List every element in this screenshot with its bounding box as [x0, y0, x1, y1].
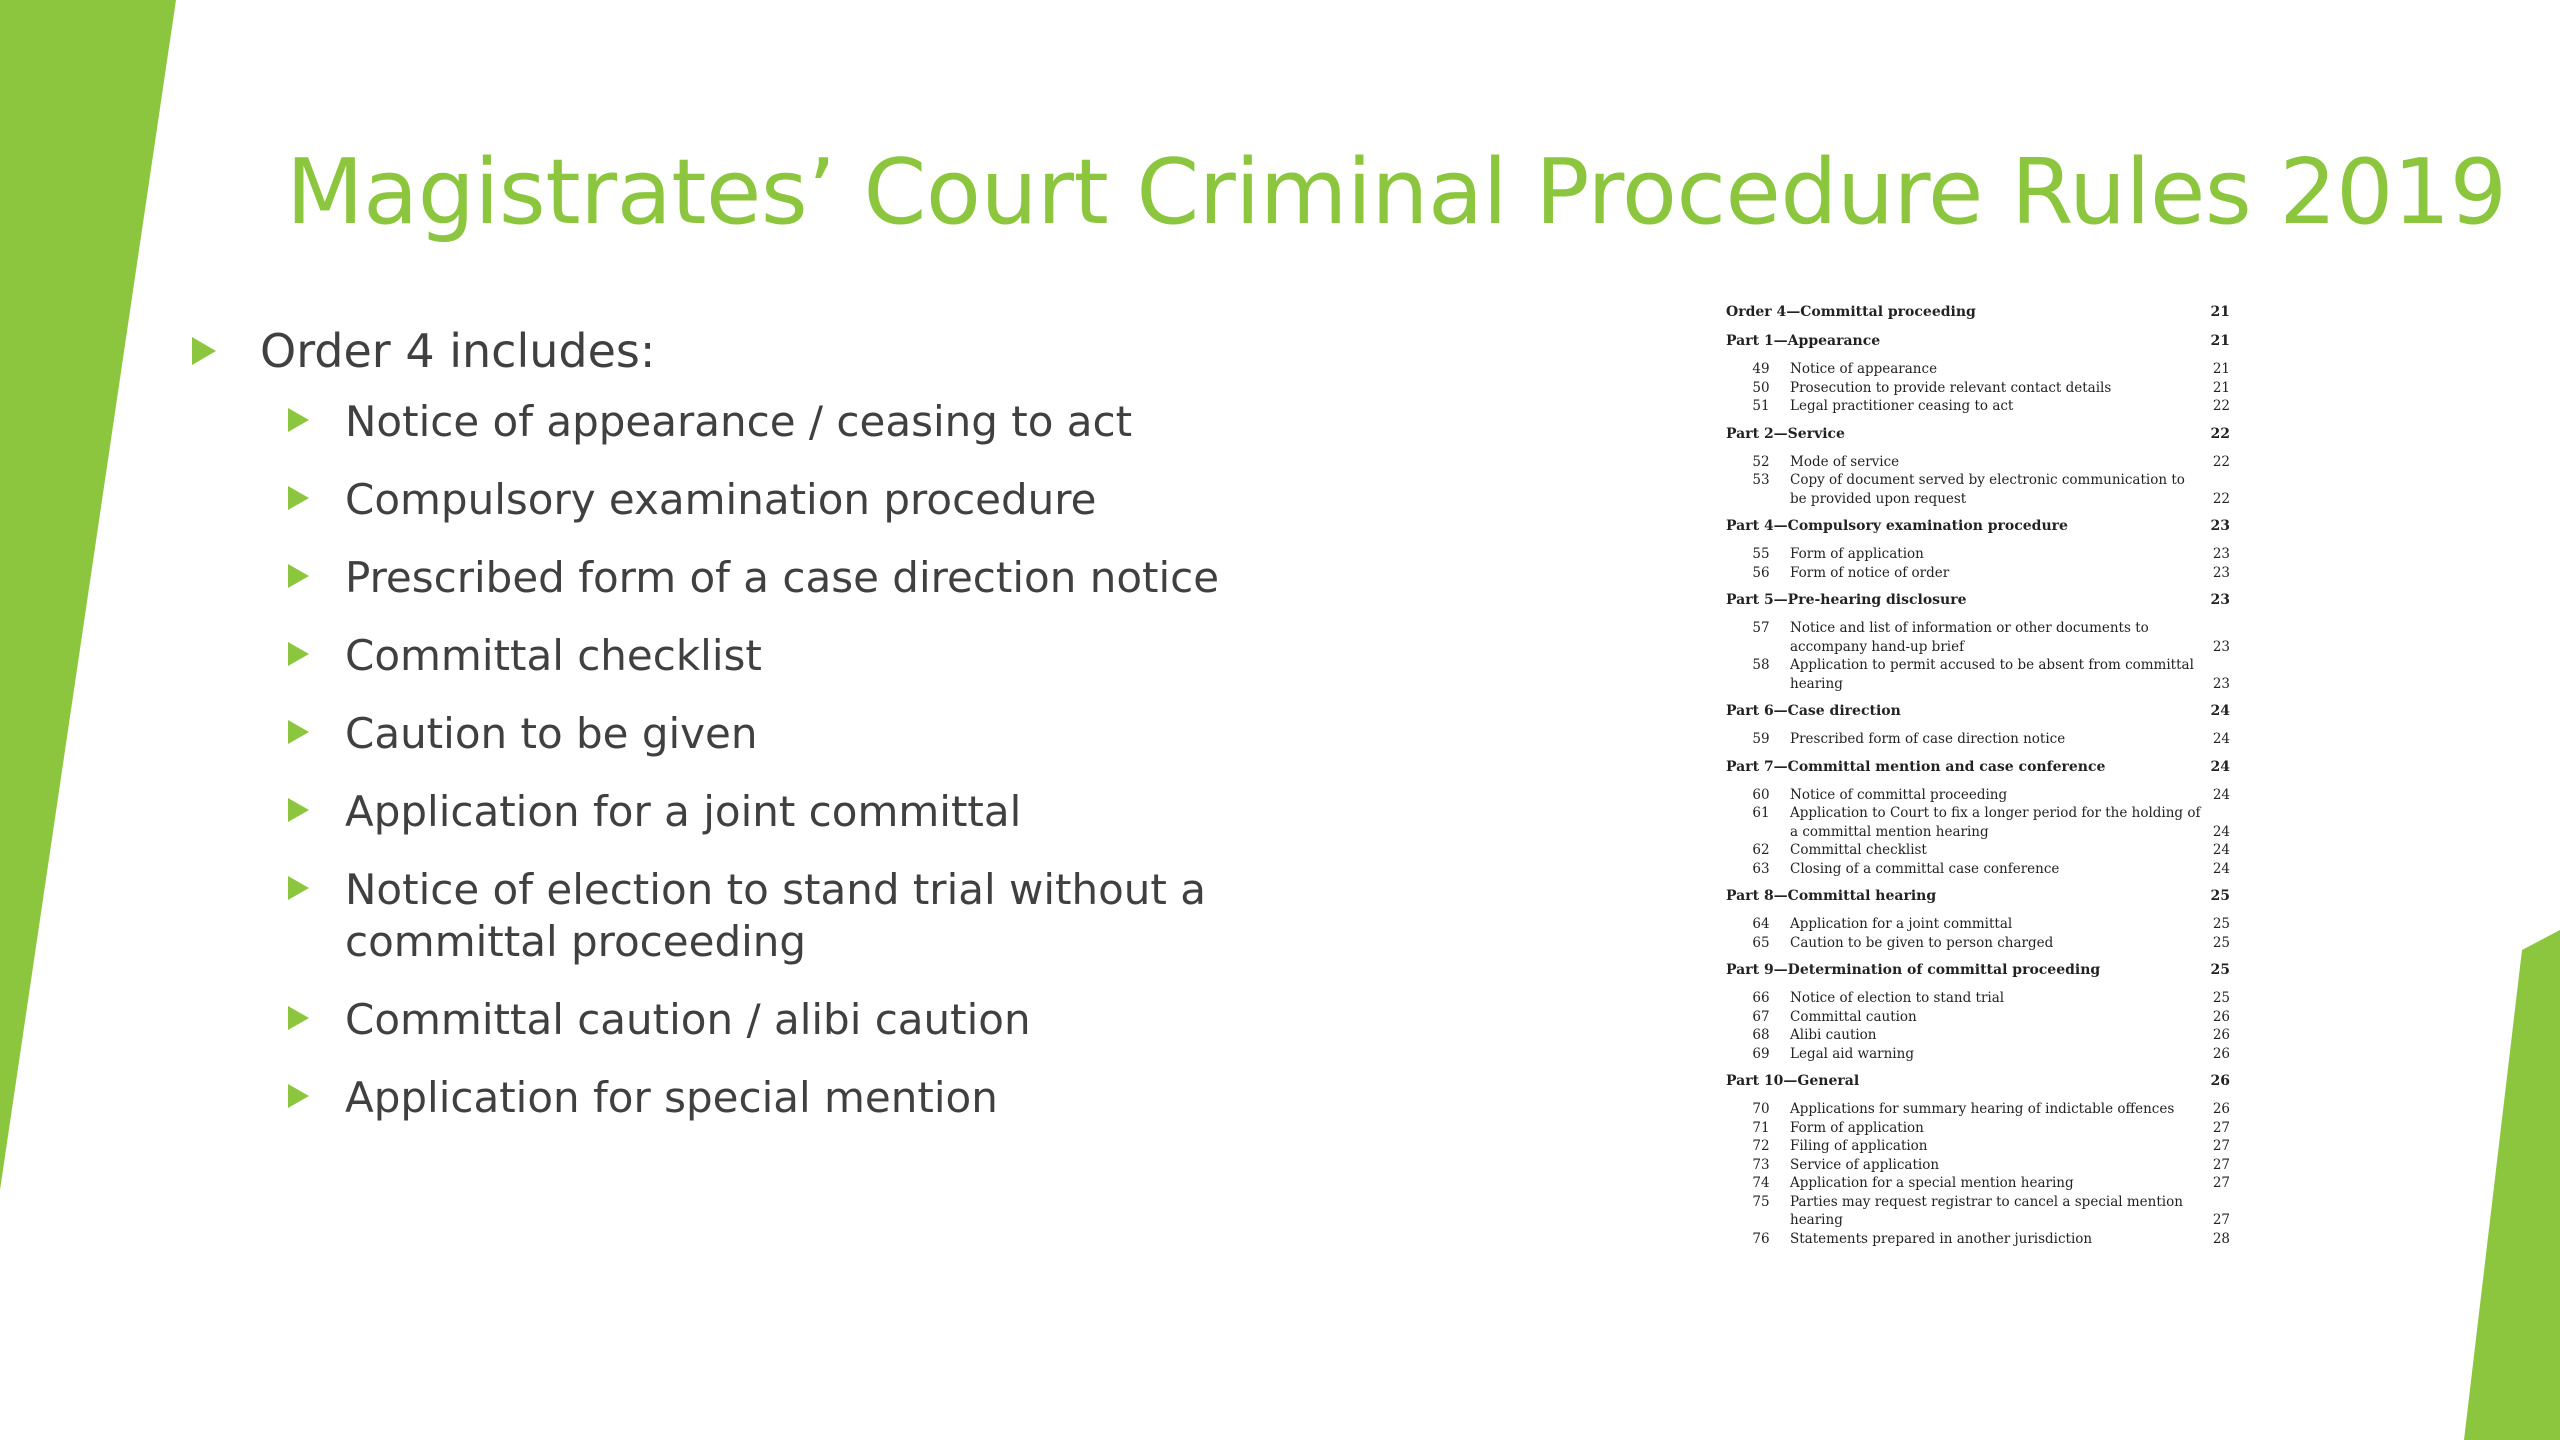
toc-entry-number: 57 — [1752, 620, 1770, 636]
toc-page-number: 23 — [2212, 546, 2230, 562]
bullet-item — [190, 474, 1490, 526]
toc-entry — [1726, 934, 2230, 953]
toc-entry-text: Application for a joint committal — [1790, 916, 2013, 932]
toc-page-number: 24 — [2210, 758, 2230, 775]
toc-entry-number: 69 — [1752, 1045, 1770, 1062]
bullet-triangle-icon — [288, 876, 309, 900]
bullet-item — [190, 630, 1490, 682]
toc-entry — [1726, 564, 2230, 583]
bullet-text: Notice of election to stand trial without a committal proceeding — [345, 865, 1206, 966]
bullet-triangle-icon — [192, 337, 216, 365]
bullet-triangle-icon — [288, 486, 309, 510]
toc-entry-number: 68 — [1752, 1027, 1770, 1043]
toc-page-number: 23 — [2210, 592, 2230, 608]
bullet-level1 — [190, 318, 1490, 384]
toc-heading-text: Part 6—Case direction — [1726, 703, 1901, 719]
toc-heading-text: Part 4—Compulsory examination procedure — [1726, 518, 2068, 534]
bullet-text: Notice of appearance / ceasing to act — [345, 397, 1133, 446]
toc-entry — [1726, 1008, 2230, 1027]
toc-entry — [1726, 360, 2230, 379]
bullet-triangle-icon — [288, 642, 309, 666]
toc-entry-text: Legal aid warning — [1790, 1045, 1914, 1062]
toc-entry — [1726, 1193, 2230, 1230]
toc-entry-text: Application to permit accused to be absent from committal hearing — [1790, 657, 2194, 692]
toc-entry — [1726, 471, 2230, 508]
toc-entry-text: Legal practitioner ceasing to act — [1790, 398, 2014, 414]
toc-page-number: 25 — [2212, 934, 2230, 951]
toc-entry-text: Application to Court to fix a longer period for the holding of a committal mention hearing — [1790, 805, 2201, 840]
toc-page-number: 22 — [2212, 453, 2230, 470]
toc-entry-number: 56 — [1752, 564, 1770, 581]
bullet-text: Compulsory examination procedure — [345, 475, 1097, 524]
toc-entry-number: 49 — [1752, 361, 1770, 377]
slide-title: Magistrates’ Court Criminal Procedure Rules 2019 — [286, 140, 2507, 245]
toc-page-number: 25 — [2210, 888, 2230, 904]
toc-entry — [1726, 730, 2230, 749]
toc-entry — [1726, 545, 2230, 564]
toc-entry-text: Service of application — [1790, 1156, 1940, 1173]
toc-entry — [1726, 453, 2230, 472]
toc-entry — [1726, 841, 2230, 860]
toc-entry-number: 63 — [1752, 860, 1770, 877]
toc-page-number: 22 — [2212, 398, 2230, 414]
toc-heading-text: Part 2—Service — [1726, 425, 1845, 442]
toc-entry-number: 55 — [1752, 546, 1770, 562]
toc-entry — [1726, 619, 2230, 656]
toc-entry-number: 51 — [1752, 398, 1770, 414]
toc-heading-text: Order 4—Committal proceeding — [1726, 304, 1976, 320]
toc-heading — [1726, 886, 2230, 915]
toc-page-number: 21 — [2212, 379, 2230, 396]
toc-heading — [1726, 757, 2230, 786]
bullet-text: Application for special mention — [345, 1073, 998, 1122]
toc-entry-text: Committal caution — [1790, 1008, 1917, 1025]
toc-entry-text: Copy of document served by electronic communication to be provided upon request — [1790, 472, 2185, 507]
right-accent-shape — [2464, 930, 2560, 1440]
toc-heading-text: Part 7—Committal mention and case conference — [1726, 758, 2106, 775]
toc-entry-text: Notice of appearance — [1790, 361, 1938, 377]
bullet-text: Order 4 includes: — [260, 324, 656, 378]
toc-entry — [1726, 1119, 2230, 1138]
bullet-item — [190, 1072, 1490, 1124]
toc-entry — [1726, 656, 2230, 693]
toc-heading — [1726, 424, 2230, 453]
toc-entry-number: 66 — [1752, 990, 1770, 1006]
toc-entry-text: Prosecution to provide relevant contact details — [1790, 379, 2112, 396]
toc-entry-text: Mode of service — [1790, 453, 1900, 470]
toc-entry-text: Parties may request registrar to cancel a special mention hearing — [1790, 1193, 2183, 1228]
toc-page-number: 24 — [2212, 842, 2230, 858]
toc-entry — [1726, 1156, 2230, 1175]
toc-entry-text: Applications for summary hearing of indictable offences — [1790, 1101, 2175, 1117]
toc-page-number: 27 — [2212, 1175, 2230, 1191]
bullet-item — [190, 708, 1490, 760]
toc-page-number: 21 — [2210, 333, 2230, 349]
toc-page-number: 23 — [2212, 564, 2230, 581]
toc-entry — [1726, 1174, 2230, 1193]
bullet-item — [190, 552, 1490, 604]
bullet-triangle-icon — [288, 720, 309, 744]
toc-page-number: 26 — [2212, 1101, 2230, 1117]
toc-entry-text: Application for a special mention hearing — [1790, 1175, 2074, 1191]
toc-page-number: 21 — [2212, 361, 2230, 377]
toc-page-number: 22 — [2210, 425, 2230, 442]
toc-entry-text: Notice of election to stand trial — [1790, 990, 2005, 1006]
bullet-triangle-icon — [288, 1084, 309, 1108]
bullet-triangle-icon — [288, 1006, 309, 1030]
toc-entry — [1726, 397, 2230, 416]
toc-entry — [1726, 1100, 2230, 1119]
bullet-item — [190, 396, 1490, 448]
toc-entry-number: 50 — [1752, 379, 1770, 396]
toc-heading-text: Part 9—Determination of committal proceeding — [1726, 962, 2101, 978]
toc-entry-text: Alibi caution — [1790, 1027, 1877, 1043]
table-of-contents-image — [1726, 302, 2230, 1248]
toc-entry-number: 67 — [1752, 1008, 1770, 1025]
toc-entry-number: 70 — [1752, 1101, 1770, 1117]
toc-entry — [1726, 1045, 2230, 1064]
toc-page-number: 26 — [2212, 1027, 2230, 1043]
toc-heading — [1726, 331, 2230, 360]
toc-entry-number: 72 — [1752, 1138, 1770, 1154]
bullet-item — [190, 864, 1370, 968]
toc-entry-number: 61 — [1752, 805, 1770, 821]
toc-page-number: 27 — [2212, 1119, 2230, 1136]
toc-entry-number: 52 — [1752, 453, 1770, 470]
toc-entry-text: Statements prepared in another jurisdiction — [1790, 1230, 2093, 1247]
toc-entry-number: 60 — [1752, 786, 1770, 803]
toc-page-number: 25 — [2210, 962, 2230, 978]
toc-page-number: 27 — [2212, 1212, 2230, 1228]
toc-entry-text: Notice and list of information or other documents to accompany hand-up brief — [1790, 620, 2149, 655]
toc-entry-text: Committal checklist — [1790, 842, 1927, 858]
bullet-list — [190, 318, 1490, 1150]
toc-heading — [1726, 516, 2230, 545]
toc-heading — [1726, 960, 2230, 989]
toc-entry-text: Closing of a committal case conference — [1790, 860, 2060, 877]
toc-entry-text: Notice of committal proceeding — [1790, 786, 2008, 803]
bullet-item — [190, 786, 1490, 838]
toc-page-number: 22 — [2212, 490, 2230, 507]
toc-entry-text: Form of application — [1790, 1119, 1924, 1136]
toc-entry-text: Form of notice of order — [1790, 564, 1950, 581]
toc-heading-text: Part 10—General — [1726, 1073, 1860, 1089]
toc-entry-number: 59 — [1752, 731, 1770, 747]
toc-page-number: 27 — [2212, 1138, 2230, 1154]
toc-entry-number: 65 — [1752, 934, 1770, 951]
toc-heading-text: Part 5—Pre-hearing disclosure — [1726, 592, 1967, 608]
toc-entry-text: Caution to be given to person charged — [1790, 934, 2054, 951]
toc-page-number: 24 — [2212, 860, 2230, 877]
toc-page-number: 24 — [2212, 731, 2230, 747]
toc-entry-number: 71 — [1752, 1119, 1770, 1136]
toc-heading — [1726, 590, 2230, 619]
toc-page-number: 25 — [2212, 916, 2230, 932]
toc-entry — [1726, 786, 2230, 805]
toc-entry-number: 58 — [1752, 657, 1770, 673]
bullet-triangle-icon — [288, 408, 309, 432]
toc-entry-number: 62 — [1752, 842, 1770, 858]
toc-heading-text: Part 1—Appearance — [1726, 333, 1881, 349]
toc-page-number: 26 — [2210, 1073, 2230, 1089]
toc-page-number: 25 — [2212, 990, 2230, 1006]
toc-heading-text: Part 8—Committal hearing — [1726, 888, 1937, 904]
toc-entry-number: 73 — [1752, 1156, 1770, 1173]
toc-entry — [1726, 989, 2230, 1008]
toc-page-number: 23 — [2212, 675, 2230, 692]
toc-heading — [1726, 302, 2230, 331]
toc-entry — [1726, 1230, 2230, 1249]
toc-entry — [1726, 915, 2230, 934]
toc-entry-number: 64 — [1752, 916, 1770, 932]
toc-page-number: 26 — [2212, 1045, 2230, 1062]
toc-page-number: 23 — [2212, 638, 2230, 655]
toc-page-number: 21 — [2210, 304, 2230, 320]
toc-entry — [1726, 860, 2230, 879]
bullet-text: Prescribed form of a case direction notice — [345, 553, 1220, 602]
toc-entry-number: 75 — [1752, 1193, 1770, 1210]
toc-page-number: 24 — [2210, 703, 2230, 719]
toc-heading — [1726, 701, 2230, 730]
toc-page-number: 23 — [2210, 518, 2230, 534]
bullet-triangle-icon — [288, 798, 309, 822]
bullet-text: Caution to be given — [345, 709, 758, 758]
toc-page-number: 28 — [2212, 1230, 2230, 1247]
toc-page-number: 24 — [2212, 823, 2230, 840]
toc-entry-number: 53 — [1752, 472, 1770, 488]
toc-page-number: 26 — [2212, 1008, 2230, 1025]
toc-page-number: 24 — [2212, 786, 2230, 803]
toc-entry-text: Filing of application — [1790, 1138, 1928, 1154]
bullet-text: Committal checklist — [345, 631, 762, 680]
bullet-item — [190, 994, 1490, 1046]
toc-entry-number: 76 — [1752, 1230, 1770, 1247]
toc-entry — [1726, 379, 2230, 398]
bullet-text: Application for a joint committal — [345, 787, 1022, 836]
toc-entry-number: 74 — [1752, 1175, 1770, 1191]
toc-entry — [1726, 804, 2230, 841]
toc-entry-text: Form of application — [1790, 546, 1924, 562]
toc-entry — [1726, 1026, 2230, 1045]
bullet-text: Committal caution / alibi caution — [345, 995, 1031, 1044]
toc-page-number: 27 — [2212, 1156, 2230, 1173]
toc-entry-text: Prescribed form of case direction notice — [1790, 731, 2066, 747]
toc-entry — [1726, 1137, 2230, 1156]
toc-heading — [1726, 1071, 2230, 1100]
bullet-triangle-icon — [288, 564, 309, 588]
